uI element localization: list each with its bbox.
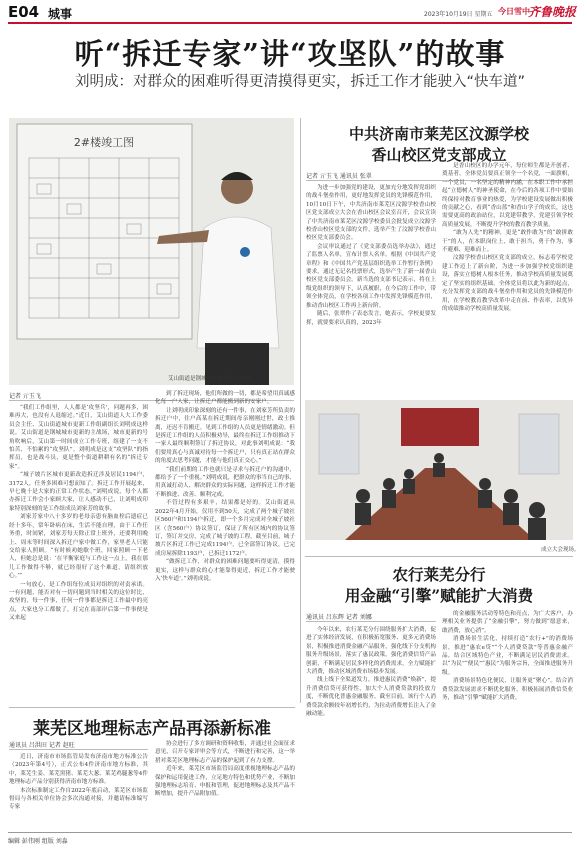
lead-para: 刘家芳家中八十多岁的老母亲患有脑血栓后遗症已经十多年，常年卧病在床，生活不能自理，由于工作任务重，时间紧，刘家芳每天除正常上班外，还要利用晚上、周末等时间深入拆迁户家中做工作，家里老人只能交给家人照顾。“有时候劝她歇个班，回家照顾一下老人，但她总是说：‘在平衡家庭与工作这一点上，我在那儿工作做得不够，就已经很好了这个难道，请组织放心。’” bbox=[9, 514, 148, 580]
paper-logo: 齐鲁晚报 bbox=[528, 5, 577, 19]
lead-para: “做拆迁工作，对群众的困难问题要听得更清，摸得更实，这样与群众的心才能靠得更近，拆迁工作才能驶入‘快车道’。”刘明成说。 bbox=[155, 559, 295, 582]
story2-para: 汶源学校香山校区党支部的成立，标志着学校党建工作迈上了新台阶，为进一步加强学校党组织建设，落实立德树人根本任务，推动学校高质量发展奠定了坚实的组织基础。全体党员将以此为新的起点，充分发挥党支部的战斗堡垒作用和党员的先锋模范作用，在学校教育教学改革中走在前、作表率，以优异的成绩推动学校高质量发展。 bbox=[442, 255, 573, 312]
page-number: E04 bbox=[8, 3, 40, 21]
story3-byline: 通讯员 吕洪田 记者 赵旺 bbox=[9, 742, 75, 749]
column-divider bbox=[300, 118, 301, 703]
story2-para: “敢为人先”的精神，更是“敢作敢为”的“敢拼敢干”的人，在本职岗位上，敢于担当，勇于作为，事不避难、迎难而上。 bbox=[442, 230, 573, 254]
lead-photo bbox=[9, 118, 294, 385]
lead-para: “我们工作组里，人人都是‘攻坚兵’，问题再多，困难再大，也没有人退缩过。”近日，艾山街道人大工作委员会主任、艾山街道城市更新工作组副组长刘明成这样说。艾山街道是钢城城市更新的主战场，城市更新的号角吹响后，艾山第一时间成立工作专班，组建了一支不怕苦、不怕累的“攻坚队”。刘明成是这支“攻坚队”的指挥员，也是战斗员，更是整个街道耕耕有名的“拆迁专家”。 bbox=[9, 405, 148, 470]
story2-photo bbox=[305, 400, 573, 540]
meeting-room-illustration bbox=[305, 400, 573, 540]
issue-date: 2023年10月19日 星期五 bbox=[424, 11, 493, 18]
lead-para: 不管过程有多艰辛，结果都是好的。艾山街道从2022年4月开始，仅用不到50天，完成了两个城子坡社区560户和1194户拆迁，即一个多月完成对全城子坡社区（含560户）协议签订，保证了所有区域内的协议签订，签订并交房，完成了城子坡的工程。截至目前，城子坡片区拆迁工作已完成1194户，已全部签订协议，已完成房屋拆除1193户，已拆迁1172户。 bbox=[155, 500, 295, 557]
story2-para: 是香山校区的办学元年，每位师生都是开创者、奠基者，全体党员要真正领全一个名党，一面旗帜，一个党员，一名坚定的精神内涵，在本职工作中承担起“立德树人”的神圣使命，在今后的各项工作中要始终保持对教育事业的热爱，为学校建设发展做出积极的贡献之心，看到“香山蓝”和香山学子的成长，这也需要更高的政治站位，以党建带教学，党建引领学校高质量发展，不断提升学校的教育教学质量。 bbox=[442, 163, 573, 228]
story3-para: 近日，济南市市场监管局发布济南市地方标准公告（2023年第4号），正式公布4件济南市地方标准，其中，莱芜生姜、莱芜黑猪、莱芜大葱、莱芜鸡腿葱等4件地理标志产品分别获得济南市地方标准。 bbox=[9, 754, 148, 786]
story3-headline: 莱芜区地理标志产品再添新标准 bbox=[33, 719, 271, 739]
footer-credits: 编辑 彭伟刚 组版 刘淼 bbox=[8, 838, 68, 845]
story2-byline: 记者 亓玉飞 通讯员 张翠 bbox=[306, 173, 372, 180]
story4-para: 的金融服务活动等特色和亮点，为广大客户，办理相关业务提供了“金融引擎”，努力做到“愿意来，敢消费，放心消”。 bbox=[442, 611, 573, 634]
lead-photo-caption: 艾山街道是钢城城市更新的主战场。 bbox=[168, 376, 257, 382]
story4-para: 今年以来，农行莱芜分行围绕服务扩大消费，促进了实体经济发展，在积极拓宽服务、更多元消费场景，积极推进消费金融产品服务，强化线下分支机构服务升级场景，落实了惠民政策，强化消费信贷产品创新，不断满足居民多样化的消费需求，全力赋能扩大消费，推动区域消费市场稳步发展。 bbox=[306, 627, 436, 676]
lead-subheadline: 刘明成：对群众的困难听得更清摸得更实，拆迁工作才能驶入“快车道” bbox=[74, 74, 526, 90]
section-name: 城事 bbox=[48, 7, 73, 21]
story4-byline: 通讯员 吕东辉 记者 刘娜 bbox=[306, 614, 372, 621]
story4-text-col1 bbox=[306, 626, 436, 826]
lead-photo-illustration bbox=[9, 118, 294, 385]
story2-text-col1 bbox=[306, 184, 436, 394]
lead-para: 一句放心，是工作组每位成员对组织的对责承诺。一有问题，能否对有一切问题到当时相关的这位时比，攻坚的，每一件事，任何一件事都是拆迁工作最中的亮点，大家也分工都做了，打完在南部岸后第一件事便是又来起 bbox=[9, 581, 148, 622]
editor-label: 今日雪中 bbox=[498, 6, 530, 16]
story3-para: 本次标准制定工作自2022年底启动，莱芜区市场监督局与各相关单位协会多次沟通对接，并邀请标准编写专家 bbox=[9, 787, 148, 811]
story4-text-col2 bbox=[442, 610, 573, 826]
story4-para: 线上线下全渠道发力，推进惠民消费“焕新”，提升消费信贷可获得性，加大个人消费贷款的投放力度，不断优化普惠金融服务。截至目前，该行个人消费贷款余额较年初增长约，为拉动消费增长注入了金融动能。 bbox=[306, 677, 436, 718]
story2-para: 随后，张翠作了表态发言，她表示，学校更要发挥，就要要求认真的，2023年 bbox=[306, 311, 436, 326]
story4-byline-rule bbox=[306, 621, 436, 622]
lead-para: “我们前期的工作也就只是寻求与拆迁户的沟通中，都给予了一个重视。”刘明成说，把群众的事当自己的事、用真诚打动人、解决群众的实际问题，这样拆迁工作才能不断推进、改善、顺利完成。 bbox=[155, 466, 295, 498]
header-rule bbox=[8, 22, 572, 24]
story2-text-col2 bbox=[442, 162, 573, 394]
lead-headline: 听“拆迁专家”讲“攻坚队”的故事 bbox=[74, 37, 506, 71]
story2-photo-caption: 成立大会现场。 bbox=[541, 547, 580, 553]
footer-rule bbox=[8, 832, 572, 833]
lead-byline: 记者 亓玉飞 bbox=[9, 393, 41, 400]
lead-para: “城子坡片区城市更新改造拆迁涉及居民1194户，3172人，任务多困难可想而知了。拆迁工作开展起来，早七晚十是大家的正常工作状态。”刘明成说，每个人都办拆迁工作会小家顾大家，让人感动不已，让刘明成印象特别深刻的是工作组成员刘家芳的故事。 bbox=[9, 472, 148, 512]
story3-byline-rule bbox=[9, 749, 148, 750]
board-label: 2#楼竣工图 bbox=[73, 136, 135, 149]
story2-para: 为进一步加强党的建设，更加充分地发挥党组织的战斗堡垒作用，更好地发挥党员的先锋模范作用，10月10日下午，中共济南市莱芜区汶源学校香山校区党支部成立大会在香山校区会议室召开，会议宣读了中共济南市莱芜区汶源学校委员会批复成立汶源学校香山校区党支部的文件，选举产生了汶源学校香山校区党支部委员会。 bbox=[306, 185, 436, 242]
story2-headline: 中共济南市莱芜区汶源学校 香山校区党支部成立 bbox=[348, 125, 529, 164]
story3-para: 协会进行了多方调研和资料收集，并通过社会面征求意见，召开专家评审会等方式，不断进行和完善，这一举措对莱芜区地理标志产品的保护起到了有力支撑。 bbox=[155, 741, 295, 764]
lead-para: 到了拆迁现场，他们所做的一切，都是希望用真诚感化每一户人家，让拆迁户都能搬到新的安家户。 bbox=[155, 391, 295, 406]
story4-headline: 农行莱芜分行 用金融“引擎”赋能扩大消费 bbox=[344, 565, 534, 605]
story3-top-rule bbox=[9, 707, 295, 708]
story3-para: 近年来，莱芜区市场监管局高度重视地理标志产品的保护和运用促进工作，立足地方特色和优势产业，不断加强地理标志培育、申报和管理，促进地理标志及其产品不断增加，提升产品附加值。 bbox=[155, 766, 295, 798]
lead-para: 让刘明成印象深刻的还有一件事，在刘家芳所负责的拆迁户中，住户高某在拆迁期间母亲刚刚过世，政士推离，还迟不肯搬迁。见到工作组的人员更是情绪激动。但是拆迁工作组的人员积极劝导，最终在拆迁工作组推动下一家人最终顺利签订了拆迁协议，对此事刘明成说：“我们要用真心与真诚对待每一个拆迁户，只有真正站在群众的角度去思考问题，才能与他们真正交心。” bbox=[155, 407, 295, 465]
story3-text-col2 bbox=[155, 740, 295, 829]
story4-top-rule bbox=[305, 556, 573, 557]
lead-text-col2 bbox=[155, 390, 295, 700]
story3-text-col1 bbox=[9, 753, 148, 829]
story4-para: 消费场景特色化便民，让服务更“聚心”。结合消费贷款发展需求不断优化服务，积极拓展消费信贷业务，推动“引擎”赋能扩大消费。 bbox=[442, 678, 573, 702]
lead-text-col1 bbox=[9, 404, 148, 700]
story4-para: 消费场景生活化，持续打造“农行+”的消费场景，推进“惠农e贷”“个人消费贷款”等普惠金融产品，结合区域特色产业，不断满足居民消费需求。以“为民”“便民”“惠民”为服务宗旨，全面推进服务升级。 bbox=[442, 636, 573, 676]
story2-para: 会议审议通过了《党支部委员选举办法》，通过了监票人名单，宣布计票人名单。根据《中国共产党章程》和《中国共产党基层组织选举工作暂行条例》要求，通过无记名投票形式，选举产生了新一届香山校区党支部委员会。新当选的支部书记表示，将在上级党组织的领导下，认真履职，在今后的工作中，带领全体党员，在学校各项工作中发挥先锋模范作用，推动香山校区工作再上新台阶。 bbox=[306, 243, 436, 309]
